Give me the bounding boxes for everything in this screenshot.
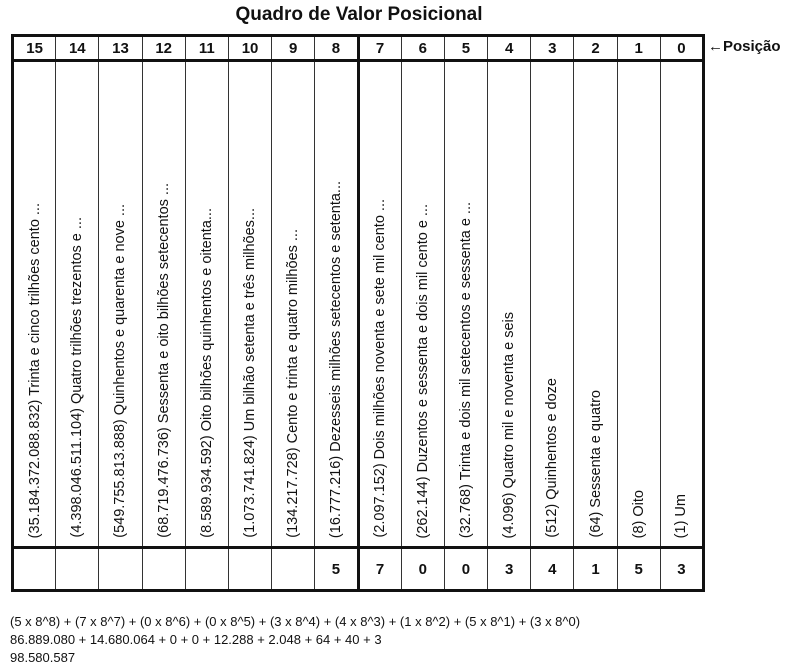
position-header-cell: 6 <box>401 36 444 61</box>
digit-cell <box>13 548 56 591</box>
digit-row <box>13 548 704 591</box>
position-header-cell: 2 <box>574 36 617 61</box>
position-header-cell: 5 <box>444 36 487 61</box>
position-header-cell: 7 <box>358 36 401 61</box>
value-description-cell <box>185 61 228 548</box>
value-description-cell <box>56 61 99 548</box>
position-header-cell: 4 <box>488 36 531 61</box>
expansion-line: (5 x 8^8) + (7 x 8^7) + (0 x 8^6) + (0 x 8^5) + (3 x 8^4) + (4 x 8^3) + (1 x 8^2) + (5 x 8^1) + (3 x 8^0) <box>10 614 581 629</box>
value-description-text: (262.144) Duzentos e sessenta e dois mil cento e ... <box>414 203 431 538</box>
value-description-cell <box>315 61 358 548</box>
digit-cell: 5 <box>617 548 660 591</box>
result-line: 98.580.587 <box>10 650 76 665</box>
value-description-cell <box>660 61 703 548</box>
place-value-table-container <box>11 34 705 594</box>
position-label <box>708 38 781 55</box>
place-value-table <box>11 34 705 592</box>
digit-cell: 1 <box>574 548 617 591</box>
value-description-text: (512) Quinhentos e doze <box>544 378 561 538</box>
value-description-text: (16.777.216) Dezesseis milhões setecentos e setenta... <box>327 180 344 538</box>
calculation-block <box>10 613 580 667</box>
value-description-cell <box>444 61 487 548</box>
value-description-text: (1.073.741.824) Um bilhão setenta e três milhões... <box>242 208 259 538</box>
value-description-cell <box>358 61 401 548</box>
position-header-cell: 10 <box>228 36 271 61</box>
sum-line: 86.889.080 + 14.680.064 + 0 + 0 + 12.288 + 2.048 + 64 + 40 + 3 <box>10 632 382 647</box>
value-description-cell <box>272 61 315 548</box>
digit-cell: 7 <box>358 548 401 591</box>
position-header-cell: 3 <box>531 36 574 61</box>
left-arrow-icon: ← <box>708 38 723 55</box>
position-header-cell: 9 <box>272 36 315 61</box>
value-description-text: (35.184.372.088.832) Trinta e cinco trilhões cento ... <box>26 202 43 538</box>
value-description-text: (8.589.934.592) Oito bilhões quinhentos e oitenta... <box>198 208 215 538</box>
digit-cell <box>56 548 99 591</box>
position-label-text: Posição <box>723 38 781 55</box>
position-header-row <box>13 36 704 61</box>
value-description-cell <box>401 61 444 548</box>
page-title: Quadro de Valor Posicional <box>235 4 483 25</box>
position-header-cell: 13 <box>99 36 142 61</box>
value-description-text: (68.719.476.736) Sessenta e oito bilhões setecentos ... <box>155 183 172 538</box>
digit-cell: 5 <box>315 548 358 591</box>
position-header-cell: 15 <box>13 36 56 61</box>
value-description-text: (4.096) Quatro mil e noventa e seis <box>501 311 518 538</box>
position-header-cell: 14 <box>56 36 99 61</box>
value-description-cell <box>617 61 660 548</box>
value-description-row <box>13 61 704 548</box>
digit-cell: 4 <box>531 548 574 591</box>
position-header-cell: 1 <box>617 36 660 61</box>
value-description-cell <box>574 61 617 548</box>
value-description-text: (549.755.813.888) Quinhentos e quarenta e nove ... <box>112 204 129 538</box>
digit-cell: 0 <box>444 548 487 591</box>
value-description-text: (8) Oito <box>630 489 647 538</box>
digit-cell <box>228 548 271 591</box>
digit-cell <box>99 548 142 591</box>
value-description-text: (32.768) Trinta e dois mil setecentos e sessenta e ... <box>457 201 474 538</box>
value-description-cell <box>99 61 142 548</box>
digit-cell <box>185 548 228 591</box>
value-description-text: (4.398.046.511.104) Quatro trilhões trezentos e ... <box>69 217 86 538</box>
value-description-cell <box>488 61 531 548</box>
value-description-cell <box>142 61 185 548</box>
position-header-cell: 8 <box>315 36 358 61</box>
digit-cell: 0 <box>401 548 444 591</box>
position-header-cell: 0 <box>660 36 703 61</box>
value-description-cell <box>228 61 271 548</box>
value-description-text: (1) Um <box>673 493 690 538</box>
position-header-cell: 12 <box>142 36 185 61</box>
value-description-text: (64) Sessenta e quatro <box>587 390 604 538</box>
digit-cell <box>142 548 185 591</box>
digit-cell <box>272 548 315 591</box>
digit-cell: 3 <box>660 548 703 591</box>
value-description-cell <box>13 61 56 548</box>
value-description-cell <box>531 61 574 548</box>
position-header-cell: 11 <box>185 36 228 61</box>
value-description-text: (2.097.152) Dois milhões noventa e sete mil cento ... <box>372 199 389 538</box>
value-description-text: (134.217.728) Cento e trinta e quatro milhões ... <box>285 229 302 538</box>
digit-cell: 3 <box>488 548 531 591</box>
